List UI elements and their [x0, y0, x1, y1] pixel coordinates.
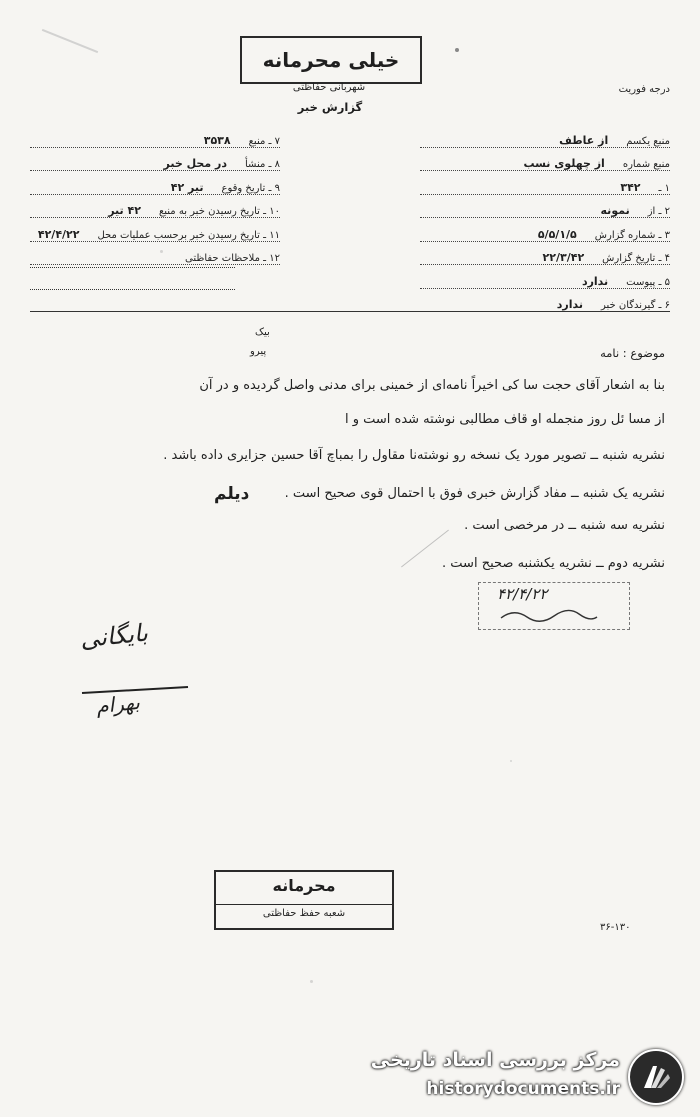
right-field-label: ۵ ـ پیوست [626, 276, 670, 288]
left-field-label: ۷ ـ منبع [248, 135, 280, 147]
right-field-row [420, 218, 670, 242]
classification-stamp [240, 36, 422, 84]
left-field-value: در محل خبر [163, 157, 227, 170]
handwritten-note-1: بایگانی [78, 618, 150, 654]
left-field-row [30, 124, 280, 148]
blank-line [30, 266, 235, 268]
scan-artifact [42, 29, 98, 53]
handwritten-underline [80, 680, 190, 690]
left-fields [30, 124, 280, 265]
scan-artifact [455, 48, 459, 52]
signature-text: ۴۲/۴/۲۲ [497, 585, 548, 603]
left-field-value: ۴۲ تیر [108, 204, 141, 217]
right-field-value: ۵/۵/۱/۵ [537, 227, 577, 241]
right-field-value: از چهلوی نسب [523, 157, 605, 170]
right-field-label: ۴ ـ تاریخ گزارش [602, 253, 670, 264]
right-field-value: ۲۲/۳/۴۲ [542, 251, 585, 264]
right-field-value: نمونه [600, 204, 630, 217]
subject-side-label-2: پیرو [250, 346, 267, 357]
urgency-field [560, 84, 670, 95]
margin-note: دیلم [214, 484, 250, 504]
right-field-label: ۳ ـ شماره گزارش [594, 229, 670, 241]
doc-number: ۳۶-۱۳۰ [600, 922, 631, 933]
bottom-stamp-divider [216, 904, 392, 905]
right-field-value: ندارد [581, 274, 609, 288]
right-fields [420, 124, 670, 312]
left-field-value: ۳۵۳۸ [203, 133, 231, 147]
document-fan-icon [639, 1060, 673, 1094]
left-field-row [30, 171, 280, 195]
left-field-label: ۱۰ ـ تاریخ رسیدن خبر به منبع [158, 206, 280, 217]
watermark-org-name: مرکز بررسی اسناد تاریخی [370, 1049, 620, 1071]
left-field-label: ۹ ـ تاریخ وقوع [221, 182, 280, 194]
subject-line: موضوع : نامه [600, 346, 665, 360]
left-field-label: ۱۱ ـ تاریخ رسیدن خبر برحسب عملیات محل [97, 229, 280, 241]
classification-stamp-text: خیلی محرمانه [262, 48, 400, 72]
body-line-4: نشریه یک شنبه ــ مفاد گزارش خبری فوق با احتمال قوی صحیح است . [284, 486, 665, 501]
watermark-logo [628, 1049, 684, 1105]
section-divider [30, 310, 670, 312]
doc-title-text: گزارش خبر [297, 100, 363, 114]
left-field-row [30, 195, 280, 219]
right-field-row [420, 265, 670, 289]
right-field-value: ندارد [556, 298, 583, 311]
subject-label: موضوع [630, 346, 665, 360]
left-field-row [30, 242, 280, 266]
blank-line [30, 288, 235, 290]
right-field-label: ۲ ـ از [647, 206, 670, 217]
right-field-value: ۳۴۲ [620, 180, 641, 194]
bottom-stamp-bottom: شعبه حفظ حفاظتی [262, 908, 346, 919]
left-field-value: تیر ۴۲ [170, 180, 204, 194]
urgency-label: درجه فوریت [618, 84, 670, 95]
body-line-2: از مسا ئل روز منجمله او قاف مطالبی نوشته شده است و ا [344, 412, 665, 427]
right-field-row [420, 289, 670, 313]
handwritten-note-2: بهرام [94, 689, 141, 719]
scan-speck [510, 760, 512, 762]
scan-speck [310, 980, 313, 983]
left-field-row [30, 218, 280, 242]
doc-title [270, 100, 390, 114]
body-line-1: بنا به اشعار آقای حجت سا کی اخیراً نامه‌ای از خمینی برای مدنی واصل گردیده و در آن [199, 378, 665, 393]
right-field-value: از عاطف [559, 133, 609, 147]
sub-note-2: نشریه دوم ــ نشریه یکشنبه صحیح است . [442, 556, 665, 571]
right-field-row [420, 124, 670, 148]
ministry-line [240, 82, 418, 93]
bottom-stamp [214, 870, 394, 930]
left-field-value: ۴۲/۴/۲۲ [37, 227, 80, 241]
left-field-row [30, 148, 280, 172]
subject-side-label-1: بیک [255, 327, 270, 338]
left-field-label: ۱۲ ـ ملاحظات حفاظتی [185, 253, 280, 264]
signature-scribble [499, 607, 599, 621]
watermark-website: historydocuments.ir [426, 1079, 620, 1099]
signature-block [478, 582, 630, 630]
right-field-row [420, 171, 670, 195]
right-field-row [420, 148, 670, 172]
ministry-line-text: شهربانی حفاظتی [292, 82, 366, 93]
right-field-row [420, 242, 670, 266]
right-field-label: منبع شماره [622, 159, 670, 170]
right-field-label: منبع یکسم [626, 135, 670, 147]
sub-note-1: نشریه سه شنبه ــ در مرخصی است . [464, 518, 665, 533]
subject-value: نامه [600, 346, 620, 360]
right-field-row [420, 195, 670, 219]
right-field-label: ۶ ـ گیرندگان خبر [600, 300, 670, 311]
right-field-label: ۱ ـ [658, 182, 670, 194]
left-field-label: ۸ ـ منشأ [244, 159, 280, 170]
watermark-band [0, 1037, 700, 1117]
scan-speck [160, 250, 163, 253]
body-line-3: نشریه شنبه ــ تصویر مورد یک نسخه رو نوشته‌نا مقاول را بمباچ آقا حسین جزایری داده باشد . [163, 448, 665, 463]
bottom-stamp-top: محرمانه [272, 876, 336, 895]
